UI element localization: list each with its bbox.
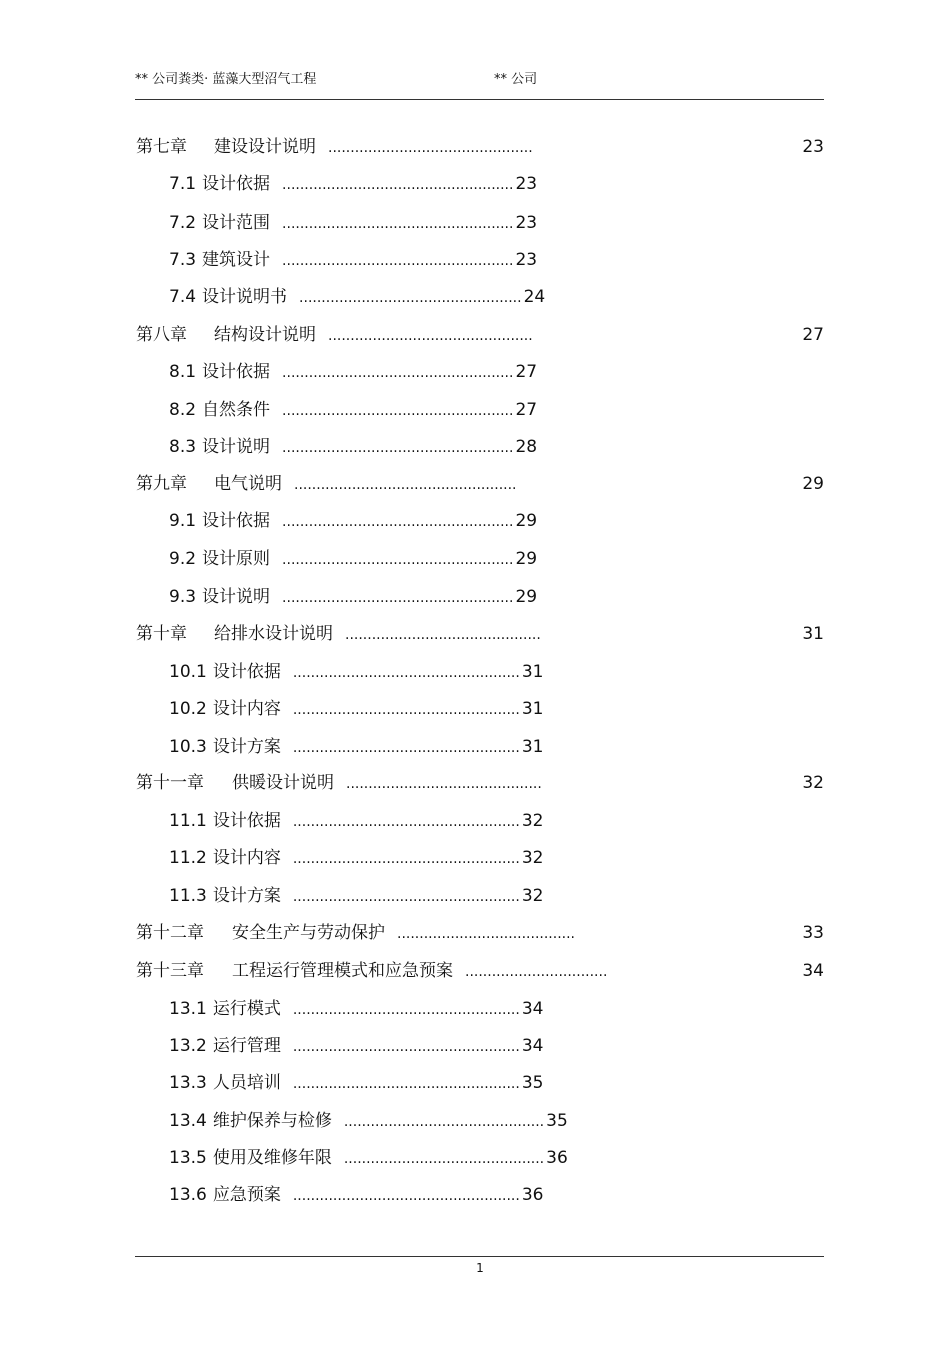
toc-section-title: 使用及维修年限 [212,1148,332,1168]
toc-leader-dots: ................................................... [292,1002,520,1018]
toc-section-number: 13.1 [169,999,207,1019]
toc-entry-chapter-11[interactable] [136,771,542,795]
toc-chapter-title: 给排水设计说明 [214,624,333,644]
toc-section-number: 13.5 [169,1148,207,1168]
toc-section-page: 29 [515,587,538,607]
toc-leader-dots: ................................................... [292,702,520,718]
toc-section-page: 28 [515,437,538,457]
toc-section-number: 7.1 [169,174,197,194]
toc-section-page: 32 [521,848,544,868]
toc-section-title: 设计说明 [202,437,271,457]
toc-leader-dots: .................................................... [282,590,514,606]
toc-chapter-page: 34 [802,961,824,981]
toc-section-number: 7.3 [169,250,197,270]
toc-section-page: 29 [515,511,538,531]
toc-section-page: 36 [546,1148,568,1168]
toc-section-page: 32 [521,886,544,906]
toc-leader-dots: .................................................... [282,440,514,456]
toc-chapter-title: 工程运行管理模式和应急预案 [232,961,453,981]
toc-chapter-page: 33 [802,923,824,943]
toc-entry-section-13-5[interactable] [169,1146,568,1170]
toc-section-number: 10.1 [169,662,207,682]
toc-section-title: 设计依据 [212,662,281,682]
toc-section-page: 23 [515,250,538,270]
toc-section-title: 设计方案 [212,737,281,757]
toc-entry-chapter-8[interactable] [136,323,533,347]
toc-entry-section-7-1[interactable] [169,172,537,196]
toc-chapter-title: 结构设计说明 [214,325,316,345]
toc-entry-chapter-13[interactable] [136,959,607,983]
toc-section-title: 设计说明书 [202,287,288,307]
toc-entry-section-11-2[interactable] [169,846,543,870]
toc-entry-chapter-10[interactable] [136,622,541,646]
toc-section-number: 8.3 [169,437,197,457]
toc-section-page: 35 [521,1073,544,1093]
toc-section-number: 8.2 [169,400,197,420]
toc-chapter-page: 29 [802,474,824,494]
toc-entry-section-9-1[interactable] [169,509,537,533]
toc-leader-dots: ................................................... [292,889,520,905]
toc-chapter-number: 第十三章 [136,961,204,981]
toc-section-title: 设计依据 [202,362,271,382]
toc-entry-section-13-2[interactable] [169,1034,543,1058]
toc-leader-dots: .............................................. [328,140,533,156]
toc-section-title: 设计说明 [202,587,271,607]
toc-leader-dots: ................................................... [292,740,520,756]
toc-chapter-page: 27 [802,325,824,345]
toc-section-page: 32 [521,811,544,831]
toc-leader-dots: .................................................. [294,477,517,493]
toc-section-title: 设计范围 [202,213,271,233]
toc-leader-dots: .................................................... [282,552,514,568]
toc-leader-dots: ................................................... [292,1039,520,1055]
toc-leader-dots: ................................................... [292,814,520,830]
toc-section-number: 13.4 [169,1111,207,1131]
toc-entry-section-7-3[interactable] [169,248,537,272]
toc-leader-dots: .............................................. [328,328,533,344]
toc-entry-chapter-12[interactable] [136,921,575,945]
toc-leader-dots: ............................................. [343,1114,545,1130]
toc-section-number: 7.2 [169,213,197,233]
toc-section-number: 13.2 [169,1036,207,1056]
toc-section-page: 31 [521,699,544,719]
toc-section-title: 设计原则 [202,549,271,569]
toc-entry-section-13-6[interactable] [169,1183,543,1207]
header-right-company: ** 公司 [494,72,538,87]
toc-chapter-title: 电气说明 [214,474,282,494]
toc-section-page: 35 [546,1111,568,1131]
toc-entry-section-13-4[interactable] [169,1109,568,1133]
toc-section-title: 设计依据 [202,174,271,194]
toc-entry-section-8-1[interactable] [169,360,537,384]
toc-entry-chapter-7[interactable] [136,135,533,159]
toc-section-number: 9.2 [169,549,197,569]
toc-leader-dots: .................................................. [299,290,522,306]
toc-entry-section-9-2[interactable] [169,547,537,571]
toc-section-page: 27 [515,362,538,382]
toc-section-page: 36 [521,1185,544,1205]
toc-entry-section-8-3[interactable] [169,435,537,459]
page-number: 1 [476,1261,484,1275]
toc-section-title: 运行管理 [212,1036,281,1056]
toc-section-title: 设计内容 [212,848,281,868]
toc-section-page: 31 [521,662,544,682]
toc-leader-dots: ............................................ [346,776,542,792]
toc-leader-dots: .................................................... [282,216,514,232]
toc-leader-dots: ............................................ [345,627,541,643]
toc-section-number: 8.1 [169,362,197,382]
toc-chapter-number: 第九章 [136,474,187,494]
toc-section-title: 应急预案 [212,1185,281,1205]
toc-leader-dots: ................................................... [292,1188,520,1204]
toc-leader-dots: .................................................... [282,177,514,193]
toc-section-page: 23 [515,213,538,233]
toc-section-number: 11.2 [169,848,207,868]
toc-entry-section-11-3[interactable] [169,884,543,908]
toc-leader-dots: ............................................. [343,1151,545,1167]
toc-section-title: 设计依据 [212,811,281,831]
toc-section-title: 设计依据 [202,511,271,531]
toc-entry-section-10-1[interactable] [169,660,543,684]
toc-entry-section-13-3[interactable] [169,1071,543,1095]
toc-chapter-page: 23 [802,137,824,157]
toc-leader-dots: ................................................... [292,665,520,681]
toc-section-page: 34 [521,999,544,1019]
toc-section-title: 维护保养与检修 [212,1111,332,1131]
toc-section-title: 人员培训 [212,1073,281,1093]
toc-entry-chapter-9[interactable] [136,472,517,496]
toc-leader-dots: ........................................ [397,926,576,942]
toc-chapter-title: 安全生产与劳动保护 [232,923,385,943]
toc-entry-section-7-4[interactable] [169,285,545,309]
toc-chapter-number: 第八章 [136,325,187,345]
toc-section-title: 自然条件 [202,400,271,420]
toc-entry-section-10-2[interactable] [169,697,543,721]
toc-chapter-number: 第十二章 [136,923,204,943]
toc-section-title: 建筑设计 [202,250,271,270]
toc-section-number: 11.1 [169,811,207,831]
toc-section-number: 13.6 [169,1185,207,1205]
toc-section-number: 11.3 [169,886,207,906]
toc-leader-dots: .................................................... [282,365,514,381]
toc-entry-section-11-1[interactable] [169,809,543,833]
toc-leader-dots: .................................................... [282,403,514,419]
toc-section-number: 9.1 [169,511,197,531]
toc-section-title: 运行模式 [212,999,281,1019]
toc-entry-section-9-3[interactable] [169,585,537,609]
toc-chapter-number: 第十一章 [136,773,204,793]
toc-leader-dots: .................................................... [282,514,514,530]
footer-divider [135,1256,824,1257]
toc-section-number: 7.4 [169,287,197,307]
toc-leader-dots: ................................ [465,964,608,980]
toc-section-page: 23 [515,174,538,194]
toc-entry-section-10-3[interactable] [169,735,543,759]
toc-chapter-page: 32 [802,773,824,793]
toc-leader-dots: .................................................... [282,253,514,269]
toc-leader-dots: ................................................... [292,1076,520,1092]
toc-section-number: 10.2 [169,699,207,719]
toc-section-title: 设计方案 [212,886,281,906]
toc-chapter-title: 供暖设计说明 [232,773,334,793]
toc-entry-section-8-2[interactable] [169,398,537,422]
toc-section-title: 设计内容 [212,699,281,719]
toc-section-number: 10.3 [169,737,207,757]
toc-chapter-number: 第十章 [136,624,187,644]
toc-chapter-page: 31 [802,624,824,644]
toc-chapter-title: 建设设计说明 [214,137,316,157]
toc-section-page: 34 [521,1036,544,1056]
toc-leader-dots: ................................................... [292,851,520,867]
toc-section-page: 24 [523,287,546,307]
toc-section-page: 29 [515,549,538,569]
toc-section-number: 9.3 [169,587,197,607]
toc-entry-section-7-2[interactable] [169,211,537,235]
toc-section-page: 27 [515,400,538,420]
toc-chapter-number: 第七章 [136,137,187,157]
header-left-title: ** 公司粪类· 蓝藻大型沼气工程 [135,72,317,87]
toc-section-page: 31 [521,737,544,757]
toc-section-number: 13.3 [169,1073,207,1093]
toc-entry-section-13-1[interactable] [169,997,543,1021]
